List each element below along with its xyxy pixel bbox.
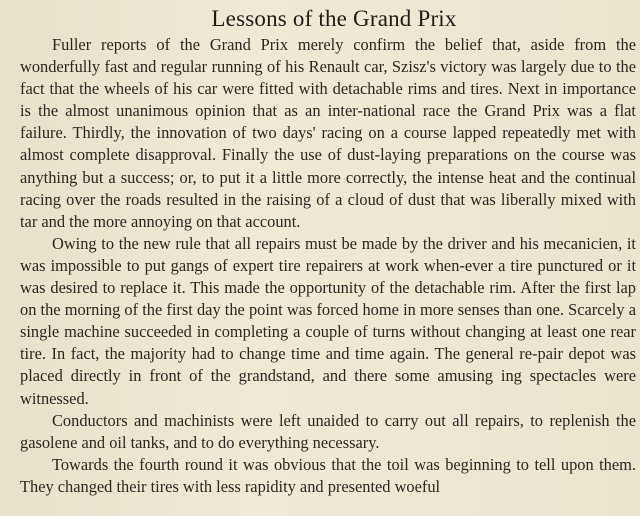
- article-paragraph-4: Towards the fourth round it was obvious that the toil was beginning to tell upon them. They changed their tires with less rapidity and presented woeful: [20, 454, 636, 496]
- article-title: Lessons of the Grand Prix: [211, 6, 457, 31]
- article-body: [20, 34, 636, 498]
- article-paragraph-2: Owing to the new rule that all repairs must be made by the driver and his mecanicien, it was impossible to put gangs of expert tire repairers at work when-ever a tire punctured or it was desired to replace it. This made the opportunity of the detachable rim. After the first lap on the morning of the first day the point was forced home in more senses than one. Scarcely a single machine succeeded in completing a couple of turns without changing at least one rear tire. In fact, the majority had to change time and time again. The general re-pair depot was placed directly in front of the grandstand, and there some amusing ing spectacles were witnessed.: [20, 233, 636, 408]
- article-paragraph-3: Conductors and machinists were left unaided to carry out all repairs, to replenish the gasolene and oil tanks, and to do everything necessary.: [20, 410, 636, 452]
- article-paragraph-1: Fuller reports of the Grand Prix merely confirm the belief that, aside from the wonderfully fast and regular running of his Renault car, Szisz's victory was largely due to the fact that the wheels of his car were fitted with detachable rims and tires. Next in importance is the almost unanimous opinion that as an inter-national race the Grand Prix was a flat failure. Thirdly, the innovation of two days' racing on a course lapped repeatedly met with almost complete disapproval. Finally the use of dust-laying preparations on the course was anything but a success; or, to put it a little more correctly, the intense heat and the continual racing over the roads resulted in the raising of a cloud of dust that was liberally mixed with tar and the more annoying on that account.: [20, 35, 636, 231]
